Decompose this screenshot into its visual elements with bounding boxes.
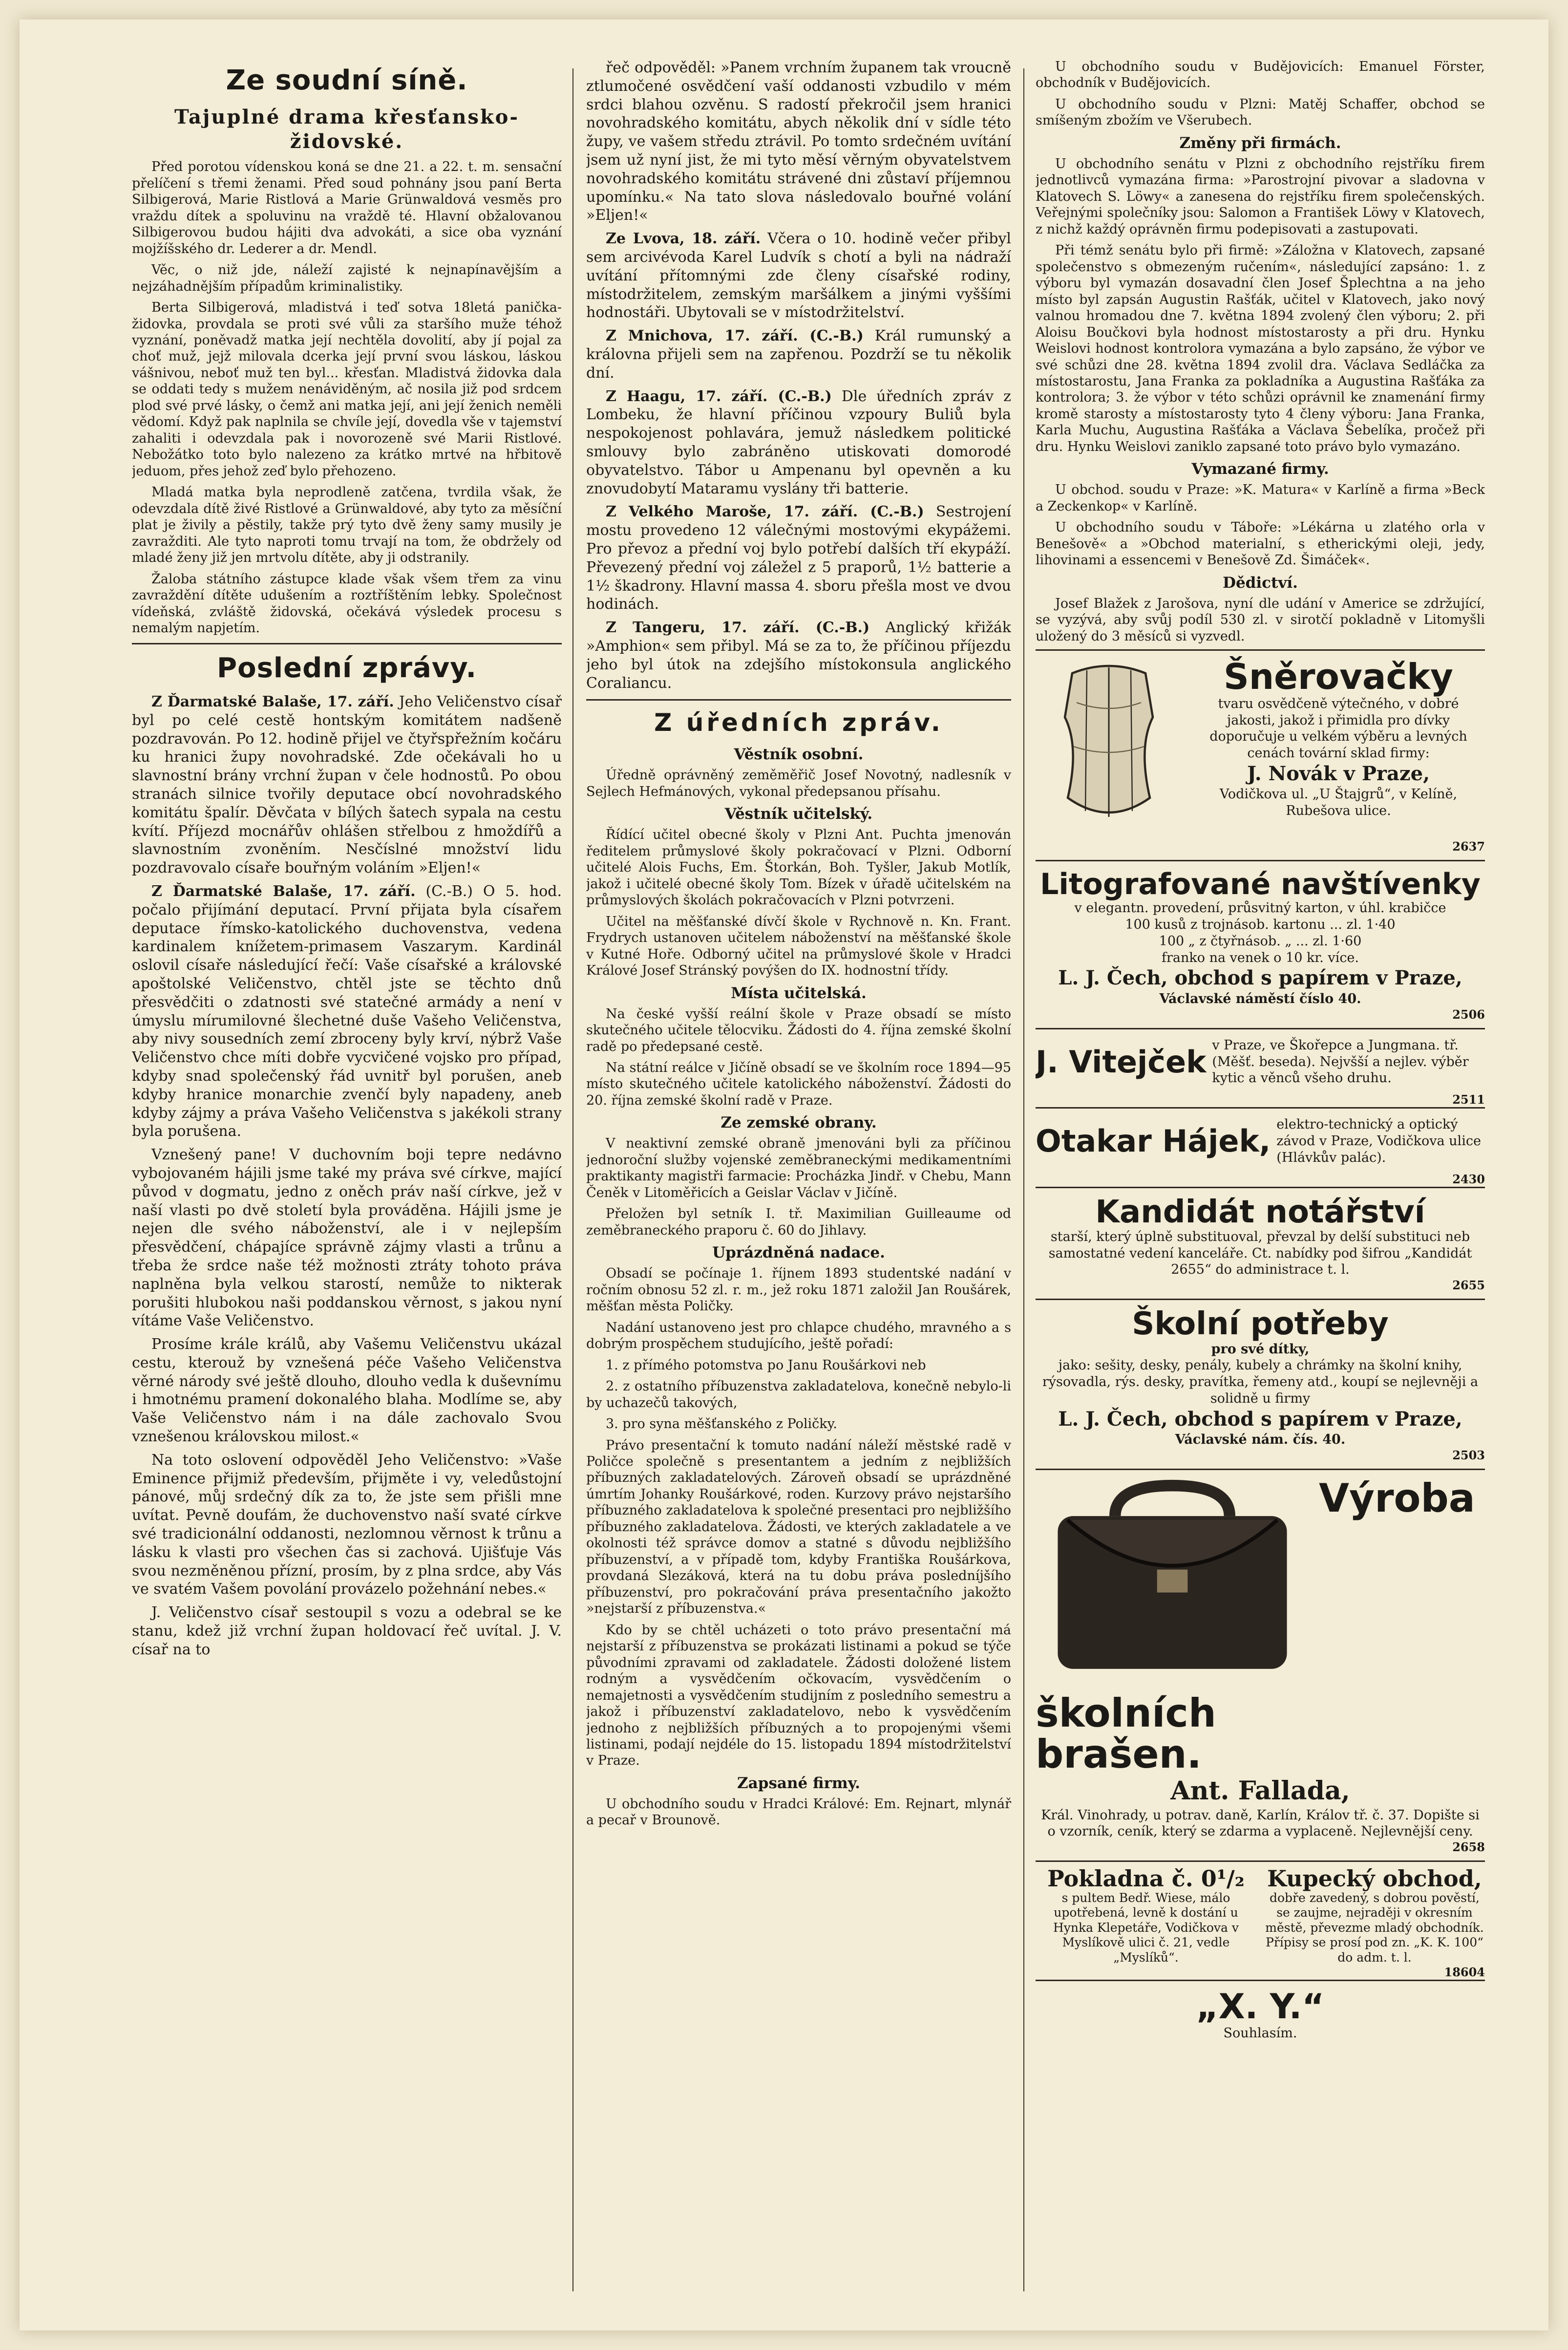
subheading: Věstník učitelský. bbox=[724, 805, 873, 823]
dateline: Z Mnichova, 17. září. (C.-B.) bbox=[606, 327, 864, 345]
newspaper-page bbox=[20, 20, 1548, 2330]
ad-body: elektro-technický a optický závod v Praze, Vodičkova ulice (Hlávkův palác). bbox=[1276, 1117, 1481, 1165]
news-item bbox=[586, 503, 1011, 614]
ad-number: 2637 bbox=[1452, 839, 1485, 854]
news-paragraph: Na toto oslovení odpověděl Jeho Veličenstvo: »Vaše Eminence přijmiž především, přijměte i vy, veledůstojní pánové, můj srdečný dík za to, že jste sem přišli mne uvítat. Pevně doufám, že duchovenstvo naší svaté církve své tradicionální oddanosti, nezlomnou věrnost k trůnu a lásku k vlasti pro všechen čas si zachová. Ujišťuje Vás svou nezměněnou přízní, prosím, by z plna srdce, aby Vás ve svatém Vašem povolání provázelo požehnání nebes.« bbox=[132, 1451, 562, 1598]
news-item bbox=[586, 230, 1011, 322]
ad-title: J. Vitejček bbox=[1036, 1044, 1207, 1080]
notice-paragraph: Kdo by se chtěl ucházeti o toto právo presentační má nejstarší z příbuzenstva se prokázati listinami a pokud se týče původními zpravami od zakladatele. Žádosti doložené listem rodným a vysvědčením očkovacím, vysvědčením o nemajetnosti a vysvědčením studijním z posledního semestru a jakož i příbuzenství zakladatelovo, nebo k vysvědčením jednoho z nejbližších příbuzných a to propojenými všemi listinami, podají nejdéle do 15. listopadu 1894 místodržitelství v Praze. bbox=[586, 1622, 1011, 1769]
ad-body: tvaru osvědčeně výtečného, v dobré jakosti, jakož i přimidla pro dívky doporučuje u velkém výběru a levných cenách tovární sklad firmy: bbox=[1209, 696, 1467, 761]
notice-paragraph: U obchodního soudu v Hradci Králové: Em. Rejnart, mlynář a pecař v Brounově. bbox=[586, 1796, 1011, 1828]
notice-paragraph: V neaktivní zemské obraně jmenováni byli za příčinou jednoroční služby vojenské zeměbraneckými medikamentními praktikanty magistři farmacie: Procházka Jindř. v Chebu, Mann Čeněk v Litoměřicích a Geislar Václav v Jičíně. bbox=[586, 1136, 1011, 1200]
notice-paragraph: Při témž senátu bylo při firmě: »Záložna v Klatovech, zapsané společenstvo s obmezeným ručením«, následující zapsáno: 1. z výboru byl vymazán dosavadní člen Josef Šplechtna a na jeho místo byl zapsán Augustin Rašťák, učitel v Klatovech, jako nový valnou hromadou dne 7. května 1894 zvolený člen výboru; 2. při Aloisu Boučkovi byla hodnost místostarosty a při dru. Hynku Weislovi hodnost kontrolora vymazána a bylo zapsáno, že výbor ve své schůzi dne 28. května 1894 zvolil dra. Václava Sedláčka za místostarostu, Jana Franka za pokladníka a Augustina Rašťáka za kontrolora; 3. že výbor v této schůzi oprávnil ke znamenání firmy kromě starosty a místostarosty tyto 4 členy výboru: Jana Franka, Karla Muchu, Augustina Rašťáka a Václava Šebelíka, pročež při dru. Hynku Weislovi zaniklo zapsané toto právo bylo vymazáno. bbox=[1036, 243, 1485, 454]
advert-school-supplies bbox=[1036, 1299, 1485, 1469]
corset-illustration bbox=[1036, 659, 1182, 834]
ad-number: 2655 bbox=[1452, 1278, 1485, 1293]
article-paragraph: Věc, o niž jde, náleží zajisté k nejnapínavějším a nejzáhadnějším případům kriminalistiky. bbox=[132, 262, 562, 294]
ad-number: 18604 bbox=[1444, 1965, 1485, 1980]
ad-number: 2658 bbox=[1452, 1840, 1485, 1855]
dateline: Z Haagu, 17. září. (C.-B.) bbox=[606, 387, 832, 405]
list-item: 2. z ostatního příbuzenstva zakladatelova, konečně nebylo-li by uchazečů takových, bbox=[586, 1379, 1011, 1410]
school-bag-illustration bbox=[1036, 1478, 1309, 1688]
column-divider bbox=[572, 68, 573, 2291]
ad-body: s pultem Bedř. Wiese, málo upotřebená, levně k dostání u Hynka Klepetáře, Vodičkova v Myslíkově ulici č. 21, vedle „Myslíků“. bbox=[1053, 1890, 1239, 1965]
notice-paragraph: Přeložen byl setník I. tř. Maximilian Guilleaume od zeměbraneckého praporu č. 60 do Jihlavy. bbox=[586, 1206, 1011, 1238]
advert-pair bbox=[1036, 1860, 1485, 1965]
advert-business-cards bbox=[1036, 860, 1485, 1027]
ad-number: 2503 bbox=[1452, 1448, 1485, 1462]
ad-title: Školní potřeby bbox=[1132, 1306, 1389, 1343]
dateline: Z Ďarmatské Balaše, 17. září. bbox=[151, 882, 416, 900]
news-text: Král rumunský a královna přijeli sem na zapřenou. Pozdrží se tu několik dní. bbox=[586, 327, 1011, 382]
ad-number: 2511 bbox=[1452, 1092, 1485, 1107]
notice-paragraph: U obchodního soudu v Budějovicích: Emanuel Förster, obchodník v Budějovicích. bbox=[1036, 59, 1485, 91]
news-item bbox=[586, 327, 1011, 382]
news-item bbox=[586, 619, 1011, 692]
ad-firm: L. J. Čech, obchod s papírem v Praze, bbox=[1058, 1407, 1462, 1431]
ad-firm: Ant. Fallada, bbox=[1170, 1776, 1350, 1806]
news-text: Včera o 10. hodině večer přibyl sem arcivévoda Karel Ludvík s chotí a byli na nádraží uvítání přítomnými zde členy císařské rodiny, místodržitelem, zemským maršálkem a jinými vyššími hodnostáři. Ubytovali se v místodržitelství. bbox=[586, 230, 1011, 321]
ad-address: Václavské náměstí číslo 40. bbox=[1159, 991, 1361, 1006]
column-divider bbox=[1023, 68, 1024, 2291]
ad-title: Kandidát notářství bbox=[1095, 1194, 1425, 1230]
news-paragraph: Vznešený pane! V duchovním boji tepre nedávno vybojovaném hájili jsme také my práva své církve, mající původ v dogmatu, jedno z oněch práv naší církve, jež v naší vlasti po dvě století byla prováděna. Hájili jsme je nejen dle svého náboženství, ale i v nejlepším přesvědčení, chápajíce správně zájmy vlasti a trůnu a třeba že srdce naše též možnosti ztráty tohoto práva naplněna byla velkou starostí, nemůže to nikterak porušiti hlubokou naši poddanskou věrnost, s jakou nyní vítáme Vaše Veličenstvo. bbox=[132, 1146, 562, 1330]
advert-notary-candidate bbox=[1036, 1187, 1485, 1299]
advert-vitejcek bbox=[1036, 1028, 1485, 1092]
news-text: Anglický křižák »Amphion« sem přibyl. Má se za to, že příčinou příjezdu jeho byl útok na zdejšího místokonsula anglického Coraliancu. bbox=[586, 619, 1011, 692]
notice-paragraph: Obsadí se počínaje 1. říjnem 1893 studentské nadání v ročním obnosu 52 zl. r. m., jež roku 1871 založil Jan Roušárek, měšťan města Poličky. bbox=[586, 1266, 1011, 1314]
ad-title: „X. Y.“ bbox=[1196, 1987, 1325, 2027]
article-paragraph: Žaloba státního zástupce klade však všem třem za vinu zavraždění dítěte udušením a roztříštěním lebky. Společnost vídeňská, zvláště židovská, očekává výsledek procesu s nemalým napjetím. bbox=[132, 571, 562, 636]
ad-address: Vodičkova ul. „U Štajgrů“, v Kelíně, Rubešova ulice. bbox=[1219, 787, 1458, 818]
ad-body: starší, který úplně substituoval, převzal by delší substituci neb samostatné vedení kanceláře. Ct. nabídky pod šifrou „Kandidát 2655“ do administrace t. l. bbox=[1048, 1229, 1472, 1278]
notice-paragraph: U obchodního soudu v Táboře: »Lékárna u zlatého orla v Benešově« a »Obchod materialní, s etherickými oleji, jedy, lihovinami a essencemi v Benešově Zd. Šimáček«. bbox=[1036, 520, 1485, 568]
news-text: Dle úředních zpráv z Lombeku, že hlavní příčinou vzpoury Buliů byla nespokojenost pohlavára, jemuž následkem politické smlouvy bylo zabráněno utiskovati domorodé obyvatelstvo. Tábor u Ampenanu byl opevněn a ku znovudobytí Mataramu vyslány tři batterie. bbox=[586, 387, 1011, 497]
article-title: Tajuplné drama křesťansko-židovské. bbox=[174, 105, 519, 153]
dateline: Z Ďarmatské Balaše, 17. září. bbox=[151, 693, 394, 710]
advert-school-bags bbox=[1036, 1469, 1485, 1860]
subheading: Věstník osobní. bbox=[734, 746, 864, 764]
advert-signature bbox=[1036, 1980, 1485, 2047]
news-paragraph: řeč odpověděl: »Panem vrchním županem tak vroucně ztlumočené osvědčení vaší oddanosti vzbudilo v mém srdci blahou ozvěnu. S radostí překročil jsem hranici novohradského komitátu, abych několik dní v sídle této župy, ve vašem středu ztrávil. Po tomto srdečném uvítání jsem už nyní jist, že mi tyto měsí věrným obyvatelstvem novohradského komitátu strávené dni zůstaví příjemnou upomínku.« Na tato slova následovalo bouřné volání »Eljen!« bbox=[586, 59, 1011, 224]
divider bbox=[132, 643, 562, 644]
notice-paragraph: Nadání ustanoveno jest pro chlapce chudého, mravného a s dobrým prospěchem studujícího, ještě pořadí: bbox=[586, 1320, 1011, 1352]
ad-body: Souhlasím. bbox=[1223, 2025, 1297, 2041]
column-left bbox=[132, 59, 562, 2301]
ad-firm: L. J. Čech, obchod s papírem v Praze, bbox=[1058, 966, 1462, 990]
ad-number: 2506 bbox=[1452, 1007, 1485, 1022]
ad-body: jako: sešity, desky, penály, kubely a chrámky na školní knihy, rýsovadla, rýs. desky, pravítka, řemeny atd., koupí se nejlevněji a solidně u firmy bbox=[1042, 1358, 1479, 1406]
notice-paragraph: U obchodního soudu v Plzni: Matěj Schaffer, obchod se smíšeným zbožím ve Všerubech. bbox=[1036, 96, 1485, 128]
notice-paragraph: Právo presentační k tomuto nadání náleží městské radě v Poličce společně s presentantem a jedním z nejbližších příbuzných zakladatelových. Zároveň obsadí se uprázdněné úmrtím Johanky Roušárkové, roden. Kurzovy právo nejstaršího příbuzného zakladatelova k společné presentaci pro nejbližšího příbuzného zakladatelova. Žádosti, ve kterých zakladatele a ve okolnosti též správce domov a statné s důvodu nejbližšího příbuzenství, a v případě tom, kdyby Františka Roušárkova, provdaná Slezáková, která na tu dobu práva posledníjšího příbuzenství, pro pokračování práva presentačního jakožto »nejstarší z příbuzenstva.« bbox=[586, 1437, 1011, 1617]
ad-title: Šněrovačky bbox=[1224, 656, 1453, 698]
divider bbox=[586, 699, 1011, 701]
ad-body: 100 kusů z trojnásob. kartonu ... zl. 1·40 bbox=[1125, 917, 1396, 933]
subheading: Ze zemské obrany. bbox=[720, 1114, 877, 1132]
advert-cash-register bbox=[1036, 1867, 1256, 1965]
section-heading-latest-news: Poslední zprávy. bbox=[217, 652, 477, 684]
ad-body: 100 „ z čtyřnásob. „ ... zl. 1·60 bbox=[1159, 933, 1362, 949]
column-right bbox=[1036, 59, 1485, 2301]
ad-title: Výroba bbox=[1319, 1475, 1475, 1521]
subheading: Dědictví. bbox=[1223, 574, 1298, 592]
subheading: Vymazané firmy. bbox=[1191, 460, 1329, 478]
subheading: Místa učitelská. bbox=[731, 984, 867, 1002]
article-paragraph: Mladá matka byla neprodleně zatčena, tvrdila však, že odevzdala dítě živé Ristlové a Grünwaldové, aby tyto za měsíční plat je živily a pěstily, takže prý tyto dvě ženy samy musily je zavražditi. Ale tyto naproti tomu trvají na tom, že obdržely od mladé ženy již jen mrtvolu dítěte, aby ji odstranily. bbox=[132, 485, 562, 566]
subheading: Uprázdněná nadace. bbox=[712, 1244, 885, 1262]
news-item bbox=[132, 693, 562, 877]
article-paragraph: Před porotou vídenskou koná se dne 21. a 22. t. m. sensační přelíčení s třemi ženami. Před soud pohnány jsou paní Berta Silbigerová, Marie Ristlová a Marie Grünwaldová vesměs pro vraždu dítek a spoluvinu na vraždě té. Hlavní obžalovanou Silbigerovou budou hájiti dva advokáti, a sice oba vyznání mojžíšského dr. Lederer a dr. Mendl. bbox=[132, 159, 562, 256]
article-paragraph: Berta Silbigerová, mladistvá i teď sotva 18letá panička-židovka, provdala se proti své vůli za staršího muže téhož vyznání, poněvadž matka její nechtěla dovolití, aby jí pojal za choť muž, jejž milovala dcerka její první svou láskou, láskou vášnivou, neboť muž ten byl... křesťan. Mladistvá židovka dala se oddati tedy s mužem nenáviděným, ač nosila již pod srdcem plod své prvé lásky, o čemž ani matka její, ani její ženich neměli vědomí. Když pak naplnila se chvíle její, dovedla vše v tajemství zahaliti i odevzdala pak i novorozeně své Marii Ristlové. Nebožátko toto bylo nalezeno za krátko mrtvé na hřbitově jeduom, přes jehož zeď bylo přehozeno. bbox=[132, 300, 562, 479]
ad-title: Litografované navštívenky bbox=[1040, 867, 1481, 902]
list-item: 3. pro syna měšťanského z Poličky. bbox=[606, 1416, 837, 1432]
news-text: Sestrojení mostu provedeno 12 válečnými mostovými ekypážemi. Pro převoz a přední voj bylo potřebí dalších tří ekypáží. Převezený přední voj záležel z 5 praporů, 1½ batterie a 1½ škadrony. Hlavní massa 4. sboru přešla most ve dvou hodinách. bbox=[586, 503, 1011, 613]
news-item bbox=[132, 882, 562, 1141]
dateline: Ze Lvova, 18. září. bbox=[606, 230, 761, 248]
notice-paragraph: Řídící učitel obecné školy v Plzni Ant. Puchta jmenován ředitelem průmyslové školy pokračovací v Plzni. Odborní učitelé Alois Fuchs, Em. Štorkán, Boh. Tyšler, Jakub Motlík, jakož i učitelé obecné školy Tom. Bízek v úřadě učitelském na průmyslových školách pokračovacích v Plzni potvrzeni. bbox=[586, 827, 1011, 908]
advert-shop bbox=[1264, 1867, 1485, 1965]
notice-paragraph: Na státní reálce v Jičíně obsadí se ve školním roce 1894—95 místo skutečného učitele katolického náboženství. Žádosti do 20. října zemské školní radě v Praze. bbox=[586, 1060, 1011, 1108]
advert-hajek bbox=[1036, 1107, 1485, 1172]
dateline: Z Tangeru, 17. září. (C.-B.) bbox=[606, 619, 870, 637]
notice-paragraph: Josef Blažek z Jarošova, nyní dle udání v Americe se zdržující, se vyzývá, aby svůj podíl 530 zl. v sirotčí pokladně v Litomyšli uložený do 3 měsíců si vyzvedl. bbox=[1036, 596, 1485, 644]
ad-title: Kupecký obchod, bbox=[1267, 1865, 1482, 1892]
section-heading-court: Ze soudní síně. bbox=[226, 64, 468, 96]
ad-number: 2430 bbox=[1452, 1172, 1485, 1186]
notice-paragraph: Na české vyšší reální škole v Praze obsadí se místo skutečného učitele tělocviku. Žádosti do 4. října zemské školní radě po předepsané cestě. bbox=[586, 1006, 1011, 1054]
subheading: Změny při firmách. bbox=[1179, 134, 1341, 152]
news-text: Jeho Veličenstvo císař byl po celé cestě hontským komitátem nadšeně pozdravován. Po 12. hodině přijel ve čtyřspřežním kočáru ku hranici župy novohradské. Zde očekávali ho u slavnostní brány vrchní župan v čele hodnostů. Po obou stranách silnice tvořily deputace obcí novohradského komitátu špalír. Děvčata v bílých šatech sypala na cestu kvítí. Příjezd mocnářův ohlášen střelbou z hmoždířů a slavnostním zvoněním. Nesčíslné množství lidu pozdravovalo císaře bouřným voláním »Eljen!« bbox=[132, 693, 562, 877]
news-item bbox=[586, 387, 1011, 498]
ad-title: Otakar Hájek, bbox=[1036, 1123, 1271, 1159]
news-text: (C.-B.) O 5. hod. počalo přijímání deputací. První přijata byla císařem deputace římsko-katolického duchovenstva, vedena kardinalem knížetem-primasem Vaszarym. Kardinál oslovil císaře následující řečí: Vaše císařské a královské apoštolské Veličenstvo, chtěl jste se těchto dnů přesvědčiti o zdatnosti své statečné armády a není v úmyslu mírumilovné šlechetné duše Vašeho Veličenstva, aby nivy sousedních zemí zbroceny byly krví, nýbrž Vaše Veličenstvo chce míti dobře vycvičené vojsko pro případ, kdyby snad společenský řád uvnitř byl porušen, aneb kdyby hranice monarchie zvenčí byly napadeny, aneb kdyby zájmy a práva Vašeho Veličenstva s jakékoli strany byla porušena. bbox=[132, 882, 562, 1140]
advert-corsets bbox=[1036, 649, 1485, 860]
notice-paragraph: U obchodního senátu v Plzni z obchodního rejstříku firem jednotlivců vymazána firma: »Parostrojní pivovar a sladovna v Klatovech S. Löwy« a zanesena do rejstříku firem společenských. Veřejnými společníky jsou: Salomon a František Löwy v Klatovech, z nichž každý oprávněn firmu podepisovati a zastupovati. bbox=[1036, 156, 1485, 237]
ad-subtitle: pro své dítky, bbox=[1211, 1341, 1310, 1357]
ad-title: Pokladna č. 0¹/₂ bbox=[1047, 1865, 1245, 1892]
subheading: Zapsané firmy. bbox=[737, 1774, 860, 1792]
column-middle bbox=[586, 59, 1011, 2301]
ad-body: franko na venek o 10 kr. více. bbox=[1161, 950, 1359, 965]
notice-paragraph: Úředně oprávněný zeměměřič Josef Novotný, nadlesník v Sejlech Hefmánových, vykonal předepsanou přísahu. bbox=[586, 768, 1011, 799]
ad-body: dobře zavedený, s dobrou pověstí, se zaujme, nejraději v okresním městě, převezme mladý obchodník. Přípisy se prosí pod zn. „K. K. 100“ do adm. t. l. bbox=[1265, 1890, 1484, 1965]
news-paragraph: J. Veličenstvo císař sestoupil s vozu a odebral se ke stanu, kdež již vrchní župan holdovací řeč uvítal. J. V. císař na to bbox=[132, 1604, 562, 1658]
ad-body: v Praze, ve Škořepce a Jungmana. tř. (Měšť. beseda). Nejvšší a nejlev. výběr kytic a věnců všeho druhu. bbox=[1212, 1037, 1469, 1086]
ad-title: školních bbox=[1036, 1690, 1216, 1736]
news-paragraph: Prosíme krále králů, aby Vašemu Veličenstvu ukázal cestu, kterouž by vznešená péče Vašeho Veličenstva věrné národy své ještě dlouho, dlouho vedla k duševnímu i hmotnému pramení dokonalého blaha. Modlíme se, aby Vaše Veličenstvo nám i na dále zachovalo Svou vznešenou královskou milost.« bbox=[132, 1336, 562, 1446]
ad-body: Král. Vinohrady, u potrav. daně, Karlín, Králov tř. č. 37. Dopište si o vzorník, ceník, který se zdarma a vyplaceně. Nejlevnější ceny. bbox=[1041, 1807, 1480, 1839]
ad-body: v elegantn. provedení, průsvitný karton, v úhl. krabičce bbox=[1074, 900, 1446, 916]
list-item: 1. z přímého potomstva po Janu Roušárkovi neb bbox=[606, 1357, 926, 1373]
notice-paragraph: Učitel na měšťanské dívčí škole v Rychnově n. Kn. Frant. Frydrych ustanoven učitelem náboženství na měšťanské škole v Kutné Hoře. Odborný učitel na průmyslové škole v Hradci Králové Josef Stránský povýšen do IX. hodnostní třídy. bbox=[586, 914, 1011, 979]
dateline: Z Velkého Maroše, 17. září. (C.-B.) bbox=[606, 503, 924, 521]
ad-firm: J. Novák v Praze, bbox=[1247, 762, 1430, 785]
notice-paragraph: U obchod. soudu v Praze: »K. Matura« v Karlíně a firma »Beck a Zeckenkop« v Karlíně. bbox=[1036, 482, 1485, 514]
section-heading-official: Z úředních zpráv. bbox=[654, 708, 943, 737]
ad-title: brašen. bbox=[1036, 1731, 1202, 1777]
ad-address: Václavské nám. čís. 40. bbox=[1175, 1432, 1346, 1448]
